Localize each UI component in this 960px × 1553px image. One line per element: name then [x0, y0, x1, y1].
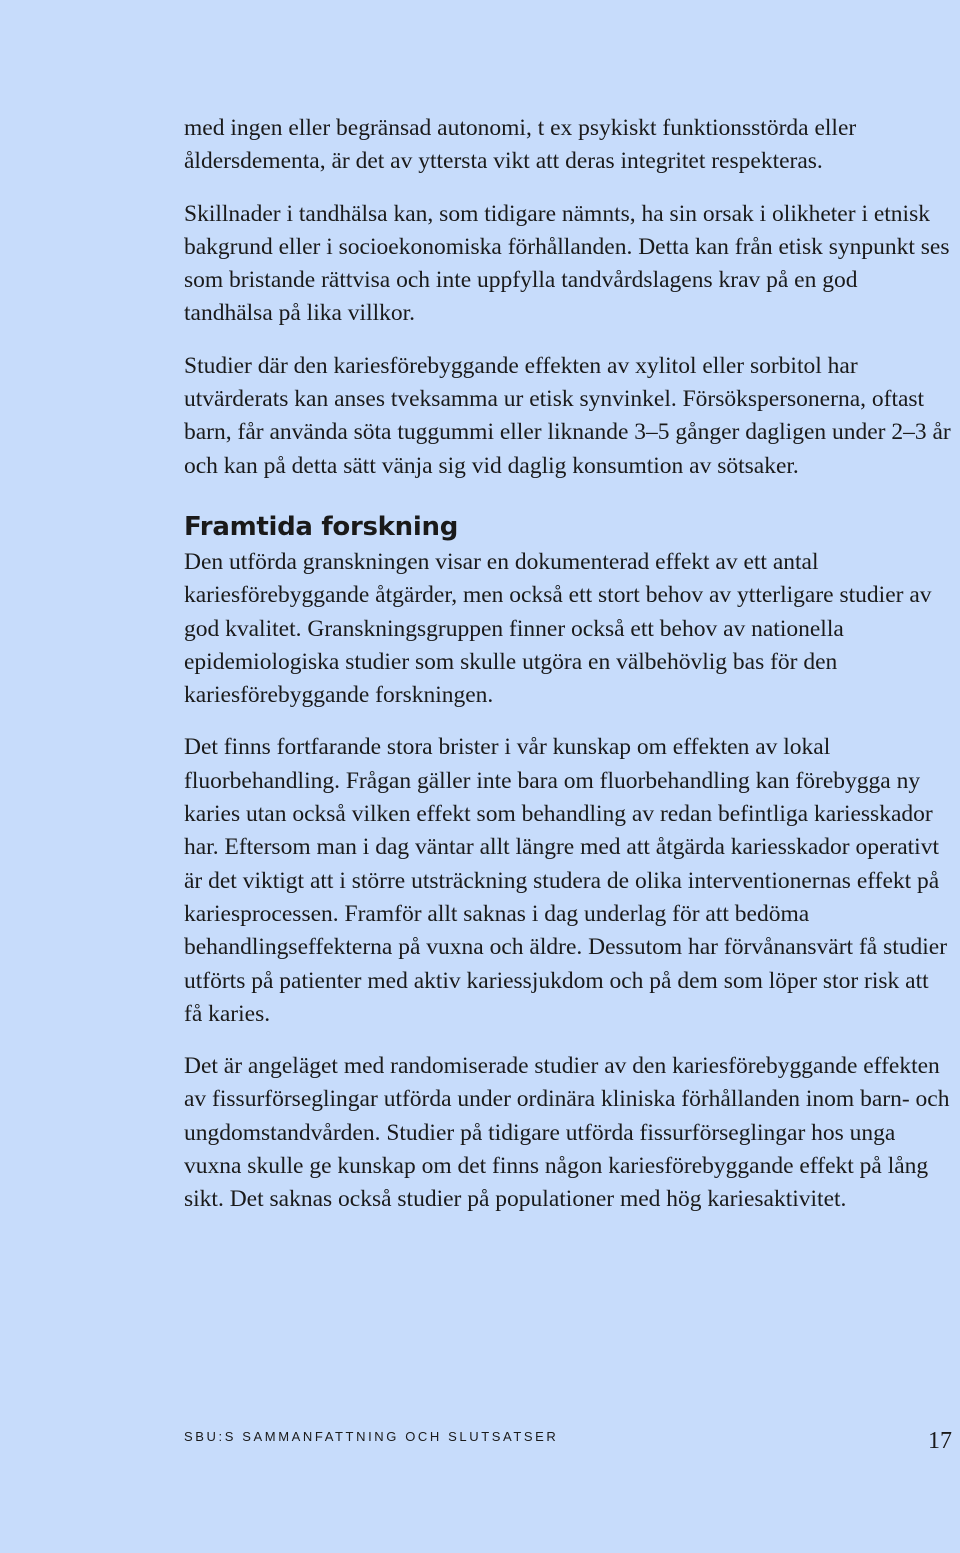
paragraph-dental-health-differences: Skillnader i tandhälsa kan, som tidigare nämnts, ha sin orsak i olikheter i etnisk bakgrund eller i socioekonomiska förhållanden. Detta kan från etisk synpunkt ses som bristande rättvisa och inte uppfylla tandvårdslagens krav på en god tandhälsa på lika villkor.	[184, 200, 950, 327]
paragraph-fluoride-knowledge: Det finns fortfarande stora brister i vår kunskap om effekten av lokal fluorbehandling. Frågan gäller inte bara om fluorbehandling kan förebygga ny karies utan också vilken effekt som behandling av redan befintliga kariesskador har. Eftersom man i dag väntar allt längre med att åtgärda kariesskador operativt är det viktigt att i större utsträckning studera de olika interventionernas effekt på kariesprocessen. Framför allt saknas i dag underlag för att bedöma behandlingseffekterna på vuxna och äldre. Dessutom har förvånansvärt få studier utförts på patienter med aktiv kariessjukdom och på dem som löper stor risk att få karies.	[184, 734, 948, 1027]
paragraph-fissure-sealants: Det är angeläget med randomiserade studier av den kariesförebyggande effekten av fissurförseglingar utförda under ordinära kliniska förhållanden inom barn- och ungdomstandvården. Studier på tidigare utförda fissurförseglingar hos unga vuxna skulle ge kunskap om det finns någon kariesförebyggande effekt på lång sikt. Det saknas också studier på populationer med hög kariesaktivitet.	[184, 1053, 950, 1213]
page-number: 17	[928, 1428, 952, 1454]
paragraph-integrity: med ingen eller begränsad autonomi, t ex psykiskt funktionsstörda eller åldersdementa, är det av yttersta vikt att deras integritet respekteras.	[184, 115, 857, 175]
page-body	[184, 112, 952, 1236]
paragraph-review-results: Den utförda granskningen visar en dokumenterad effekt av ett antal kariesförebyggande åtgärder, men också ett stort behov av ytterligare studier av god kvalitet. Granskningsgruppen finner också ett behov av nationella epidemiologiska studier som skulle utgöra en välbehövlig bas för den kariesförebyggande forskningen.	[184, 548, 932, 709]
paragraph-xylitol-studies: Studier där den kariesförebyggande effekten av xylitol eller sorbitol har utvärderats kan anses tveksamma ur etisk synvinkel. Försökspersonerna, oftast barn, får använda söta tuggummi eller liknande 3–5 gånger dagligen under 2–3 år och kan på detta sätt vänja sig vid daglig konsumtion av sötsaker.	[184, 352, 951, 479]
section-heading: Framtida forskning	[184, 511, 459, 542]
footer-label: SBU:S SAMMANFATTNING OCH SLUTSATSER	[184, 1429, 559, 1444]
